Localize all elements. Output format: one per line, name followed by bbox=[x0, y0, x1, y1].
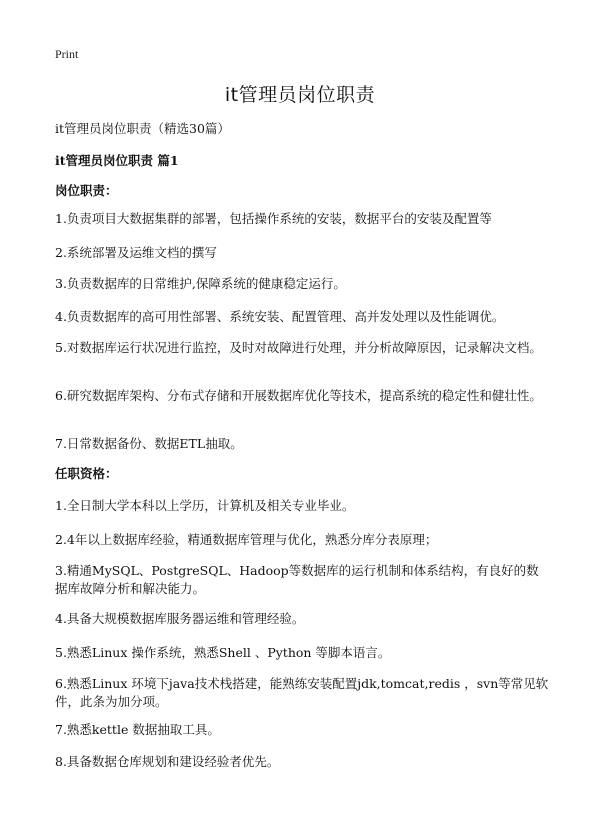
article-heading: it管理员岗位职责 篇1 bbox=[55, 153, 179, 168]
qualification-item: 1.全日制大学本科以上学历，计算机及相关专业毕业。 bbox=[55, 498, 355, 513]
duty-item: 1.负责项目大数据集群的部署，包括操作系统的安装，数据平台的安装及配置等 bbox=[55, 211, 492, 226]
qualification-item: 4.具备大规模数据库服务器运维和管理经验。 bbox=[55, 611, 305, 626]
qualification-item: 8.具备数据仓库规划和建设经验者优先。 bbox=[55, 754, 280, 769]
duty-item: 5.对数据库运行状况进行监控，及时对故障进行处理，并分析故障原因，记录解决文档。 bbox=[55, 340, 542, 355]
qualification-item: 3.精通MySQL、PostgreSQL、Hadoop等数据库的运行机制和体系结构，有良好的数据库故障分析和解决能力。 bbox=[55, 563, 539, 596]
qualification-item: 2.4年以上数据库经验，精通数据库管理与优化，熟悉分库分表原理； bbox=[55, 532, 438, 547]
qualifications-heading: 任职资格： bbox=[55, 466, 118, 481]
qualification-item: 6.熟悉Linux 环境下java技术栈搭建，能熟练安装配置jdk,tomcat,redis ，svn等常见软件，此条为加分项。 bbox=[55, 676, 549, 709]
duty-item: 6.研究数据库架构、分布式存储和开展数据库优化等技术，提高系统的稳定性和健壮性。 bbox=[55, 388, 542, 403]
duty-item: 2.系统部署及运维文档的撰写 bbox=[55, 245, 217, 260]
duty-item: 4.负责数据库的高可用性部署、系统安装、配置管理、高并发处理以及性能调优。 bbox=[55, 309, 505, 324]
qualification-item: 5.熟悉Linux 操作系统，熟悉Shell 、Python 等脚本语言。 bbox=[55, 645, 391, 660]
duty-item: 3.负责数据库的日常维护,保障系统的健康稳定运行。 bbox=[55, 276, 346, 291]
page-title: it管理员岗位职责 bbox=[224, 84, 376, 106]
document-subtitle: it管理员岗位职责（精选30篇） bbox=[55, 121, 230, 136]
qualification-item: 7.熟悉kettle 数据抽取工具。 bbox=[55, 722, 220, 737]
print-label: Print bbox=[55, 47, 79, 61]
duty-item: 7.日常数据备份、数据ETL抽取。 bbox=[55, 436, 243, 451]
duties-heading: 岗位职责： bbox=[55, 183, 118, 198]
